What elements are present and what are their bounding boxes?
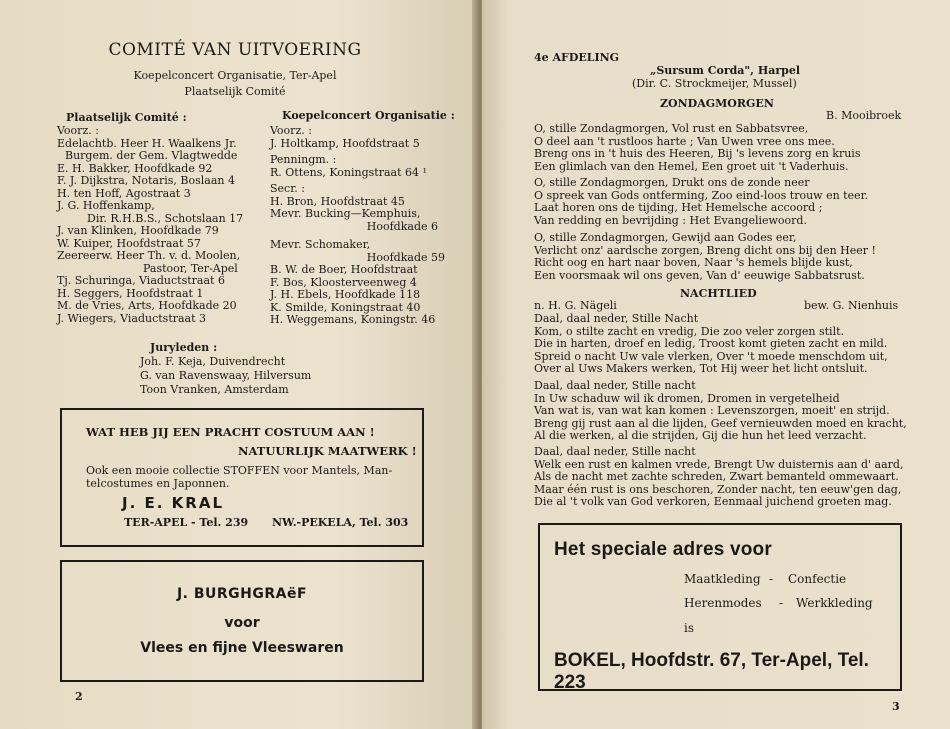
verse-line: Daal, daal neder, Stille nacht — [534, 445, 696, 458]
verse-line: Van wat is, van wat kan komen : Levenszorgen, moeit' en strijd. — [534, 404, 890, 417]
list-item: J. H. Ebels, Hoofdkade 118 — [270, 288, 421, 301]
verse — [534, 313, 888, 376]
ad-text: voor — [224, 615, 260, 631]
verse-line: Over al Uws Makers werken, Tot Hij weer het licht ontsluit. — [534, 362, 868, 375]
list-item: Mevr. Bucking—Kemphuis, — [270, 207, 421, 220]
song-title-nachtlied: NACHTLIED — [680, 287, 757, 300]
list-item: J. Holtkamp, Hoofdstraat 5 — [270, 136, 420, 150]
verse-line: Kom, o stilte zacht en vredig, Die zoo veler zorgen stilt. — [534, 324, 845, 338]
choir-director: (Dir. C. Strockmeijer, Mussel) — [632, 77, 797, 90]
list-item: Edelachtb. Heer H. Waalkens Jr. — [57, 136, 237, 150]
burghgraef-advertisement — [60, 560, 424, 682]
verse-line: O, stille Zondagmorgen, Vol rust en Sabbatsvree, — [534, 122, 809, 135]
verse-line: Die in harten, droef en ledig, Troost komt gieten zacht en mild. — [534, 337, 888, 350]
kral-advertisement — [60, 408, 424, 547]
section-heading: 4e AFDELING — [534, 51, 620, 64]
list-item: Voorz. : — [57, 124, 99, 137]
list-item: Pastoor, Ter-Apel — [143, 261, 238, 275]
right-page — [482, 0, 950, 729]
list-item: Toon Vranken, Amsterdam — [140, 383, 289, 396]
page-number: 3 — [892, 700, 900, 713]
ad-text: Maatkleding — [684, 572, 761, 586]
ad-company-name: J. E. KRAL — [122, 494, 225, 512]
list-item: J. Wiegers, Viaductstraat 3 — [57, 311, 207, 325]
list-item: Burgem. der Gem. Vlagtwedde — [65, 149, 238, 162]
composer: B. Mooibroek — [826, 109, 902, 122]
arranger: bew. G. Nienhuis — [804, 299, 899, 312]
verse-line: Een voorsmaak wil ons geven, Van d' eeuwige Sabbatsrust. — [534, 268, 865, 282]
ad-text: - — [769, 572, 774, 586]
ad-text: Vlees en fijne Vleeswaren — [140, 640, 344, 656]
ad-text: Herenmodes — [684, 596, 762, 610]
list-item: Hoofdkade 59 — [366, 250, 445, 264]
list-item: K. Smilde, Koningstraat 40 — [270, 300, 421, 314]
list-item: H. ten Hoff, Agostraat 3 — [57, 186, 191, 200]
committee-subtitle-1: Koepelconcert Organisatie, Ter-Apel — [133, 69, 337, 82]
list-item: Penningm. : — [270, 153, 337, 166]
verse-line: Die al 't volk van God verkoren, Eenmaal juichend groeten mag. — [534, 495, 892, 508]
list-item: Zeereerw. Heer Th. v. d. Moolen, — [57, 249, 241, 262]
ad-headline: Het speciale adres voor — [554, 539, 772, 560]
verse-line: Daal, daal neder, Stille Nacht — [534, 312, 699, 325]
list-item: Secr. : — [270, 182, 305, 195]
local-committee-list — [57, 125, 247, 325]
list-item: F. J. Dijkstra, Notaris, Boslaan 4 — [57, 174, 235, 187]
list-item: Joh. F. Keja, Duivendrecht — [140, 355, 286, 368]
ad-text: - — [779, 596, 784, 610]
verse-line: Laat horen ons de tijding, Het Hemelsche accoord ; — [534, 201, 823, 214]
bokel-advertisement — [538, 523, 902, 691]
verse-line: Als de nacht met zachte schreden, Zwart bemanteld ommewaart. — [534, 470, 899, 483]
ad-text: is — [684, 621, 694, 635]
list-item: R. Ottens, Koningstraat 64 ¹ — [270, 165, 427, 179]
verse-line: Maar één rust is ons beschoren, Zonder nacht, ten eeuw'gen dag, — [534, 482, 902, 496]
verse — [534, 446, 903, 509]
list-item: Dir. R.H.B.S., Schotslaan 17 — [87, 211, 244, 225]
committee-subtitle-2: Plaatselijk Comité — [184, 85, 286, 98]
verse-line: Daal, daal neder, Stille nacht — [534, 379, 696, 392]
local-committee-heading: Plaatselijk Comité : — [66, 111, 187, 124]
list-item: H. Bron, Hoofdstraat 45 — [270, 194, 405, 208]
verse-line: Welk een rust en kalmen vrede, Brengt Uw duisternis aan d' aard, — [534, 457, 904, 471]
list-item: B. W. de Boer, Hoofdstraat — [270, 263, 418, 276]
verse — [534, 232, 876, 282]
ad-text: Confectie — [788, 572, 847, 586]
page-number: 2 — [75, 690, 83, 703]
list-item: Hoofdkade 6 — [366, 219, 438, 233]
ad-address: BOKEL, Hoofdstr. 67, Ter-Apel, Tel. 223 — [554, 650, 869, 693]
verse-line: In Uw schaduw wil ik dromen, Dromen in vergetelheid — [534, 391, 840, 405]
ad-text: telcostumes en Japonnen. — [86, 477, 230, 490]
ad-headline: WAT HEB JIJ EEN PRACHT COSTUUM AAN ! — [86, 425, 375, 439]
ad-address: NW.-PEKELA, Tel. 303 — [272, 516, 409, 529]
verse-line: Spreid o nacht Uw vale vlerken, Over 't moede menschdom uit, — [534, 349, 888, 363]
ad-address: TER-APEL - Tel. 239 — [124, 516, 249, 529]
choir-name: „Sursum Corda", Harpel — [650, 64, 801, 77]
verse-line: Verlicht onz' aardsche zorgen, Breng dicht ons bij den Heer ! — [534, 243, 876, 257]
song-title-zondagmorgen: ZONDAGMORGEN — [660, 97, 774, 110]
committee-title: COMITÉ VAN UITVOERING — [108, 40, 362, 60]
list-item: J. G. Hoffenkamp, — [57, 199, 155, 212]
list-item: G. van Ravenswaay, Hilversum — [140, 369, 312, 382]
organisation-heading: Koepelconcert Organisatie : — [282, 109, 455, 122]
verse-line: Al die werken, al die strijden, Gij die hun het leed verzacht. — [534, 429, 867, 442]
verse-line: O deel aan 't rustloos harte ; Van Uwen vree ons mee. — [534, 134, 835, 148]
ad-subheadline: NATUURLIJK MAATWERK ! — [238, 444, 417, 458]
list-item: J. van Klinken, Hoofdkade 79 — [57, 224, 219, 237]
jury-heading: Juryleden : — [150, 341, 218, 354]
list-item: E. H. Bakker, Hoofdkade 92 — [57, 161, 213, 175]
organisation-list — [270, 125, 445, 327]
verse-line: Breng gij rust aan al die lijden, Geef vernieuwden moed en kracht, — [534, 416, 907, 430]
list-item: H. Weggemans, Koningstr. 46 — [270, 313, 436, 326]
jury-list — [140, 356, 311, 398]
verse-line: O spreek van Gods ontferming, Zoo eind-loos trouw en teer. — [534, 188, 869, 202]
verse-line: Breng ons in 't huis des Heeren, Bij 's levens zorg en kruis — [534, 147, 861, 160]
list-item: H. Seggers, Hoofdstraat 1 — [57, 286, 204, 300]
verse-line: O, stille Zondagmorgen, Gewijd aan Godes eer, — [534, 231, 797, 244]
verse-line: O, stille Zondagmorgen, Drukt ons de zonde neer — [534, 176, 810, 189]
list-item: Voorz. : — [270, 124, 312, 137]
list-item: Tj. Schuringa, Viaductstraat 6 — [57, 274, 225, 287]
verse-line: Richt oog en hart naar boven, Naar 's hemels blijde kust, — [534, 256, 853, 269]
list-item: F. Bos, Kloosterveenweg 4 — [270, 275, 417, 289]
verse-line: Van redding en bevrijding : Het Evangeliewoord. — [534, 213, 807, 227]
ad-company-name: J. BURGHGRAëF — [176, 586, 308, 602]
verse-line: Een glimlach van den Hemel, Een groet uit 't Vaderhuis. — [534, 159, 849, 173]
list-item: M. de Vries, Arts, Hoofdkade 20 — [57, 299, 237, 312]
list-item: Mevr. Schomaker, — [270, 238, 371, 251]
list-item: W. Kuiper, Hoofdstraat 57 — [57, 236, 201, 250]
ad-text: Ook een mooie collectie STOFFEN voor Mantels, Man- — [86, 464, 393, 477]
verse — [534, 177, 868, 227]
verse — [534, 123, 860, 173]
verse — [534, 380, 907, 443]
ad-text: Werkkleding — [796, 596, 873, 610]
composer: n. H. G. Nägeli — [534, 299, 617, 312]
